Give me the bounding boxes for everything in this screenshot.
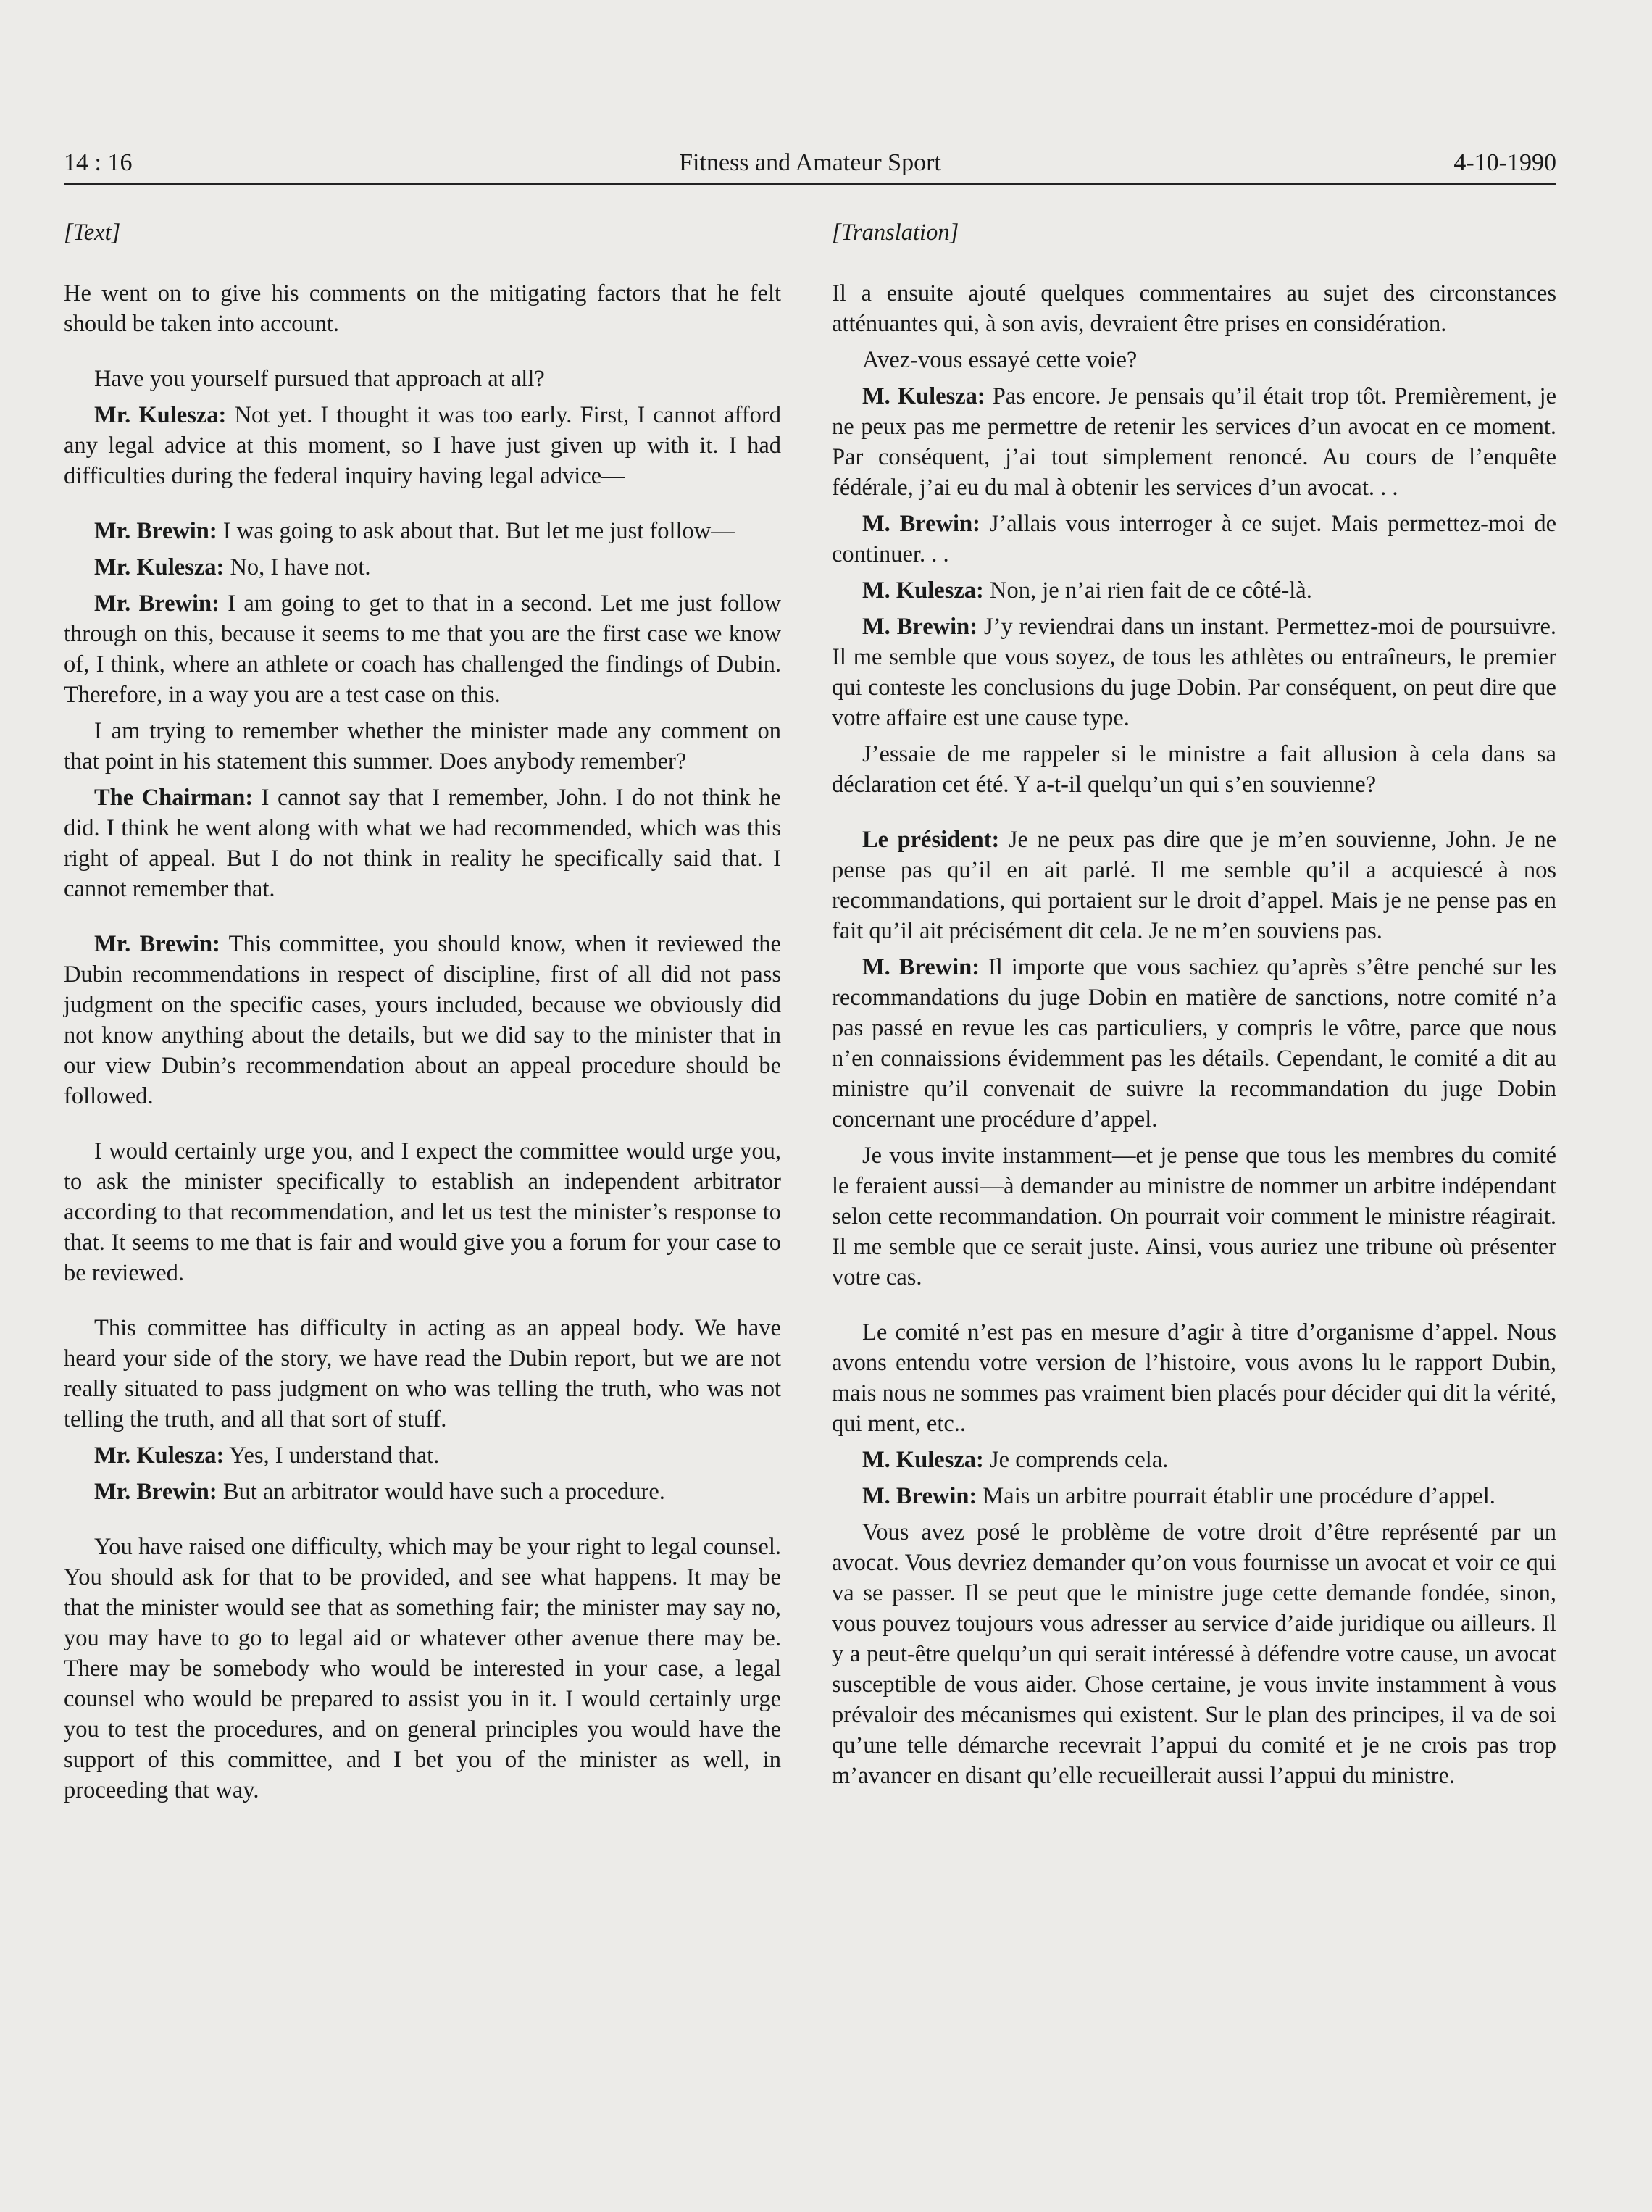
paragraph-text: Le comité n’est pas en mesure d’agir à titre d’organisme d’appel. Nous avons entendu votre version de l’histoire, vous avons lu le rapport Dubin, mais nous ne sommes pas vraiment bien placés pour décider qui dit la vérité, qui ment, etc.. xyxy=(832,1319,1556,1437)
paragraph xyxy=(64,1477,781,1507)
paragraph xyxy=(832,612,1556,733)
paragraph-text: Vous avez posé le problème de votre droit d’être représenté par un avocat. Vous devriez demander qu’on vous fournisse un avocat et voir ce qui va se passer. Il se peut que le ministre juge cette demande fondée, sinon, vous pouvez toujours vous adresser au service d’aide juridique ou ailleurs. Il y a peut-être quelqu’un qui serait intéressé à défendre votre cause, un avocat susceptible de vous aider. Chose certaine, je vous invite instamment à vous prévaloir des mécanismes qui existent. Sur le plan des principes, il va de soi qu’une telle démarche recevrait l’appui du comité et je ne crois pas trop m’avancer en disant qu’elle recueillerait aussi l’appui du ministre. xyxy=(832,1519,1556,1789)
paragraph-text: Il a ensuite ajouté quelques commentaires au sujet des circonstances atténuantes qui, à son avis, devraient être prises en considération. xyxy=(832,280,1556,337)
paragraph-text: Je ne peux pas dire que je m’en souvienne, John. Je ne pense pas qu’il en ait parlé. Il me semble qu’il a acquiescé à nos recommandations, qui portaient sur le droit d’appel. Mais je ne pense pas en fait qu’il ait précisément dit cela. Je ne m’en souviens pas. xyxy=(832,827,1556,944)
paragraph xyxy=(64,782,781,904)
paragraph-text: Il importe que vous sachiez qu’après s’être penché sur les recommandations du juge Dobin en matière de sanctions, notre comité n’a pas passé en revue les cas particuliers, y compris le vôtre, parce que nous n’en connaissions évidemment pas les détails. Cependant, le comité a dit au ministre qu’il convenait de suivre la recommandation du juge Dobin concernant une procédure d’appel. xyxy=(832,954,1556,1132)
speaker-name: Mr. Kulesza: xyxy=(94,1443,225,1469)
paragraph xyxy=(832,345,1556,375)
paragraph xyxy=(832,825,1556,946)
speaker-name: Mr. Brewin: xyxy=(94,931,220,957)
paragraph xyxy=(832,381,1556,503)
paragraph-text: Je vous invite instamment—et je pense que tous les membres du comité le feraient aussi—à demander au ministre de nommer un arbitre indépendant selon cette recommandation. On pourrait voir comment le ministre réagirait. Il me semble que ce serait juste. Ainsi, vous auriez une tribune où présenter votre cas. xyxy=(832,1143,1556,1290)
paragraph-text: I would certainly urge you, and I expect the committee would urge you, to ask the minister specifically to establish an independent arbitrator according to that recommendation, and let us test the minister’s response to that. It seems to me that is fair and would give you a forum for your case to be reviewed. xyxy=(64,1138,781,1286)
paragraph xyxy=(832,952,1556,1135)
paragraph-text: J’essaie de me rappeler si le ministre a fait allusion à cela dans sa déclaration cet été. Y a-t-il quelqu’un qui s’en souvienne? xyxy=(832,741,1556,798)
paragraph-text: J’allais vous interroger à ce sujet. Mais permettez-moi de continuer. . . xyxy=(832,511,1556,567)
paragraph xyxy=(832,1517,1556,1791)
paragraph xyxy=(64,1532,781,1806)
speaker-name: M. Kulesza: xyxy=(862,1447,984,1473)
paragraph xyxy=(64,1440,781,1471)
paragraph-text: I am going to get to that in a second. Let me just follow through on this, because it seems to me that you are the first case we know of, I think, where an athlete or coach has challenged the findings of Dubin. Therefore, in a way you are a test case on this. xyxy=(64,590,781,708)
page-number: 14 : 16 xyxy=(64,149,133,176)
paragraph xyxy=(64,552,781,583)
running-title: Fitness and Amateur Sport xyxy=(679,149,941,176)
column-label-text: [Text] xyxy=(64,220,121,246)
paragraph-text: Yes, I understand that. xyxy=(224,1443,440,1469)
paragraph-text: Je comprends cela. xyxy=(983,1447,1169,1473)
paragraph-text: Mais un arbitre pourrait établir une procédure d’appel. xyxy=(977,1483,1495,1509)
french-column xyxy=(832,217,1556,1797)
speaker-name: Mr. Kulesza: xyxy=(94,554,225,580)
paragraph-text: This committee, you should know, when it reviewed the Dubin recommendations in respect of discipline, first of all did not pass judgment on the specific cases, yours included, because we obviously did not know anything about the details, but we did say to the minister that in our view Dubin’s recommendation about an appeal procedure should be followed. xyxy=(64,931,781,1109)
paragraph-text: Non, je n’ai rien fait de ce côté-là. xyxy=(983,577,1312,604)
paragraph xyxy=(64,1136,781,1288)
paragraph-text: Not yet. I thought it was too early. First, I cannot afford any legal advice at this moment, so I have just given up with it. I had difficulties during the federal inquiry having legal advice— xyxy=(64,402,781,489)
speaker-name: M. Brewin: xyxy=(862,1483,977,1509)
header-date: 4-10-1990 xyxy=(1453,149,1556,176)
paragraph-text: I was going to ask about that. But let me just follow— xyxy=(217,518,735,544)
english-column xyxy=(64,217,781,1811)
speaker-name: Le président: xyxy=(862,827,1000,853)
french-paragraphs xyxy=(832,278,1556,1791)
paragraph-text: This committee has difficulty in acting as an appeal body. We have heard your side of the story, we have read the Dubin report, but we are not really situated to pass judgment on who was telling the truth, who was not telling the truth, and all that sort of stuff. xyxy=(64,1315,781,1432)
english-paragraphs xyxy=(64,278,781,1806)
speaker-name: Mr. Brewin: xyxy=(94,518,217,544)
speaker-name: M. Brewin: xyxy=(862,614,978,640)
speaker-name: The Chairman: xyxy=(94,785,254,811)
paragraph xyxy=(64,588,781,710)
paragraph-text: You have raised one difficulty, which may be your right to legal counsel. You should ask for that to be provided, and see what happens. It may be that the minister would see that as something fair; the minister may say no, you may have to go to legal aid or whatever other avenue there may be. There may be somebody who would be interested in your case, a legal counsel who would be prepared to assist you in it. I would certainly urge you to test the procedures, and on general principles you would have the support of this committee, and I bet you of the minister as well, in proceeding that way. xyxy=(64,1534,781,1803)
paragraph xyxy=(64,516,781,546)
paragraph-text: Pas encore. Je pensais qu’il était trop tôt. Premièrement, je ne peux pas me permettre de retenir les services d’un avocat en ce moment. Par conséquent, j’ai tout simplement renoncé. Au cours de l’enquête fédérale, j’ai eu du mal à obtenir les services d’un avocat. . . xyxy=(832,383,1557,501)
paragraph xyxy=(64,716,781,777)
speaker-name: Mr. Brewin: xyxy=(94,1479,217,1505)
paragraph-text: Have you yourself pursued that approach at all? xyxy=(94,366,545,392)
page-header xyxy=(64,142,1556,185)
speaker-name: M. Kulesza: xyxy=(862,577,984,604)
paragraph xyxy=(64,278,781,339)
paragraph xyxy=(832,278,1556,339)
paragraph xyxy=(832,1445,1556,1475)
paragraph-text: But an arbitrator would have such a procedure. xyxy=(217,1479,665,1505)
paragraph xyxy=(64,929,781,1111)
speaker-name: Mr. Brewin: xyxy=(94,590,220,617)
paragraph xyxy=(832,739,1556,800)
paragraph-text: Avez-vous essayé cette voie? xyxy=(862,347,1138,373)
paragraph xyxy=(64,400,781,491)
paragraph-text: He went on to give his comments on the mitigating factors that he felt should be taken into account. xyxy=(64,280,781,337)
paragraph xyxy=(832,1481,1556,1511)
paragraph xyxy=(832,1140,1556,1293)
paragraph xyxy=(832,1317,1556,1439)
speaker-name: M. Kulesza: xyxy=(862,383,985,409)
speaker-name: M. Brewin: xyxy=(862,511,980,537)
paragraph-text: I cannot say that I remember, John. I do not think he did. I think he went along with what we had recommended, which was this right of appeal. But I do not think in reality he specifically said that. I cannot remember that. xyxy=(64,785,781,902)
column-label-translation: [Translation] xyxy=(832,220,959,246)
paragraph-text: No, I have not. xyxy=(224,554,371,580)
paragraph xyxy=(832,575,1556,606)
paragraph xyxy=(64,1313,781,1435)
speaker-name: Mr. Kulesza: xyxy=(94,402,227,428)
paragraph xyxy=(64,364,781,394)
paragraph xyxy=(832,509,1556,569)
paragraph-text: I am trying to remember whether the minister made any comment on that point in his statement this summer. Does anybody remember? xyxy=(64,718,781,775)
paragraph-text: J’y reviendrai dans un instant. Permettez-moi de poursuivre. Il me semble que vous soyez, de tous les athlètes ou entraîneurs, le premier qui conteste les conclusions du juge Dobin. Par conséquent, on peut dire que votre affaire est une cause type. xyxy=(832,614,1556,731)
speaker-name: M. Brewin: xyxy=(862,954,980,980)
